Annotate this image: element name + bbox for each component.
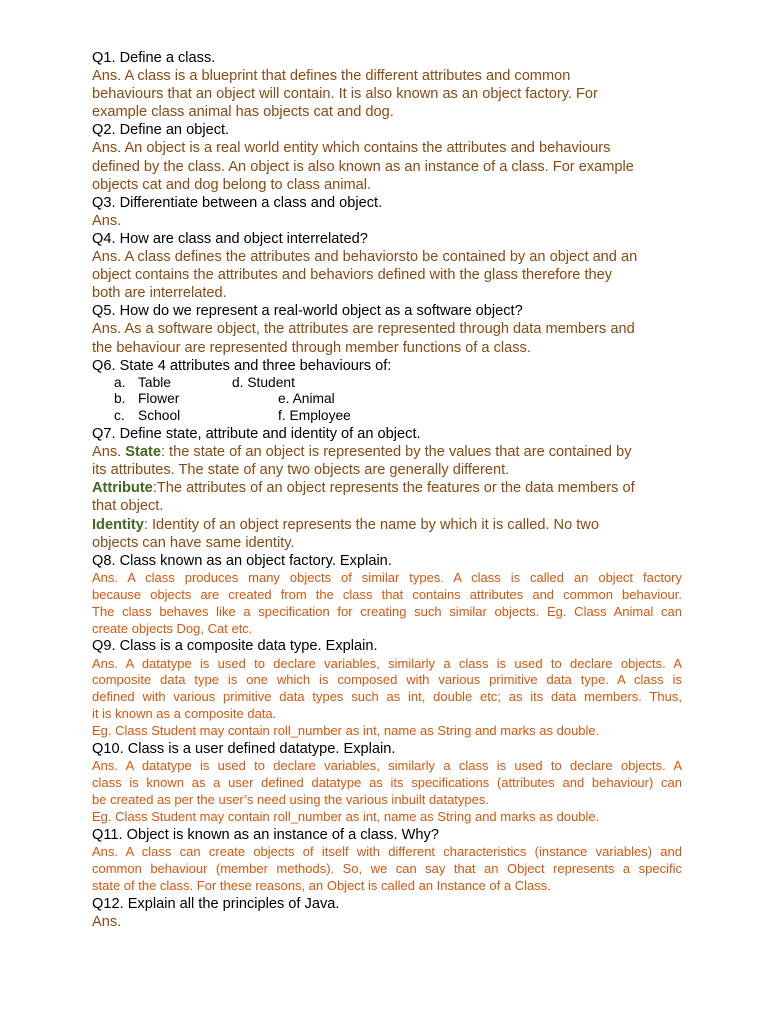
list-text: Table: [138, 374, 171, 390]
answer-8-line: The class behaves like a specification for creating such similar objects. Eg. Class Animal can: [92, 603, 682, 619]
question-6: Q6. State 4 attributes and three behaviours of:: [92, 357, 392, 374]
answer-8-line: create objects Dog, Cat etc.: [92, 620, 253, 636]
answer-2-line: defined by the class. An object is also known as an instance of a class. For example: [92, 158, 634, 175]
answer-10-line: be created as per the user’s need using the various inbuilt datatypes.: [92, 791, 489, 807]
answer-2-line: Ans. An object is a real world entity which contains the attributes and behaviours: [92, 140, 611, 157]
answer-3-line: Ans.: [92, 212, 122, 229]
answer-7-attribute: [92, 479, 682, 497]
answer-5-line: Ans. As a software object, the attributes are represented through data members and: [92, 321, 635, 338]
list-text: e. Animal: [278, 391, 335, 407]
answer-1-line: example class animal has objects cat and dog.: [92, 104, 394, 121]
term-attribute: Attribute: [92, 480, 153, 497]
list-marker: a.: [114, 374, 126, 390]
question-9: Q9. Class is a composite data type. Explain.: [92, 638, 378, 655]
question-10: Q10. Class is a user defined datatype. Explain.: [92, 741, 396, 758]
list-text: f. Employee: [278, 408, 351, 424]
answer-9-line: Ans. A datatype is used to declare variables, similarly a class is used to declare objects. A: [92, 655, 682, 671]
answer-1-line: Ans. A class is a blueprint that defines the different attributes and common: [92, 68, 571, 85]
answer-4-line: Ans. A class defines the attributes and behaviorsto be contained by an object and an: [92, 249, 638, 266]
answer-7-line: that object.: [92, 498, 164, 515]
answer-10-line: Ans. A datatype is used to declare variables, similarly a class is used to declare objects. A: [92, 758, 682, 774]
answer-9-line: defined with various primitive data types such as int, double etc; as its data members. Thus,: [92, 689, 682, 705]
list-text: d. Student: [232, 374, 295, 390]
question-1: Q1. Define a class.: [92, 50, 216, 66]
answer-2-line: objects cat and dog belong to class animal.: [92, 176, 372, 193]
answer-11-line: common behaviour (member methods). So, we can say that an Object represents a specific: [92, 860, 682, 876]
answer-9-line: it is known as a composite data.: [92, 706, 277, 722]
question-3: Q3. Differentiate between a class and object.: [92, 194, 383, 211]
list-text: School: [138, 408, 181, 424]
question-8: Q8. Class known as an object factory. Explain.: [92, 552, 392, 569]
answer-7-line: objects can have same identity.: [92, 534, 295, 551]
answer-9-example: Eg. Class Student may contain roll_number as int, name as String and marks as double.: [92, 723, 600, 739]
answer-1-line: behaviours that an object will contain. It is also known as an object factory. For: [92, 86, 598, 103]
answer-7-state: [92, 443, 682, 461]
answer-7-line: its attributes. The state of any two objects are generally different.: [92, 462, 510, 479]
term-identity: Identity: [92, 516, 144, 533]
answer-7-identity: [92, 516, 682, 534]
question-2: Q2. Define an object.: [92, 122, 230, 139]
answer-10-line: class is known as a user defined datatype as its specifications (attributes and behaviour) can: [92, 775, 682, 791]
answer-5-line: the behaviour are represented through member functions of a class.: [92, 339, 531, 356]
answer-11-line: Ans. A class can create objects of itself with different characteristics (instance variables) and: [92, 843, 682, 859]
list-item: [92, 375, 682, 392]
answer-11-line: state of the class. For these reasons, an Object is called an Instance of a Class.: [92, 877, 551, 893]
term-state: State: [125, 444, 161, 461]
document-body: [92, 49, 682, 931]
answer-4-line: both are interrelated.: [92, 285, 227, 302]
answer-12-line: Ans.: [92, 913, 122, 930]
list-marker: b.: [114, 391, 126, 407]
answer-4-line: object contains the attributes and behaviors defined with the glass therefore they: [92, 267, 613, 284]
list-text: Flower: [138, 391, 180, 407]
question-5: Q5. How do we represent a real-world object as a software object?: [92, 303, 523, 320]
answer-prefix: Ans.: [92, 444, 126, 461]
answer-7-line: :The attributes of an object represents the features or the data members of: [152, 480, 635, 497]
answer-7-line: : the state of an object is represented by the values that are contained by: [160, 444, 632, 461]
question-12: Q12. Explain all the principles of Java.: [92, 895, 340, 912]
answer-8-line: because objects are created from the class that contains attributes and common behaviour.: [92, 586, 682, 602]
answer-9-line: composite data type is one which is composed with various primitive data type. A class is: [92, 672, 682, 688]
question-4: Q4. How are class and object interrelated?: [92, 230, 368, 247]
answer-10-example: Eg. Class Student may contain roll_number as int, name as String and marks as double.: [92, 808, 600, 824]
list-item: [92, 391, 682, 408]
answer-7-line: : Identity of an object represents the name by which it is called. No two: [143, 516, 599, 533]
question-7: Q7. Define state, attribute and identity of an object.: [92, 426, 421, 443]
question-11: Q11. Object is known as an instance of a class. Why?: [92, 826, 439, 843]
answer-8-line: Ans. A class produces many objects of similar types. A class is called an object factory: [92, 569, 682, 585]
list-marker: c.: [114, 408, 125, 424]
attribute-list: [92, 375, 682, 425]
list-item: [92, 408, 682, 425]
